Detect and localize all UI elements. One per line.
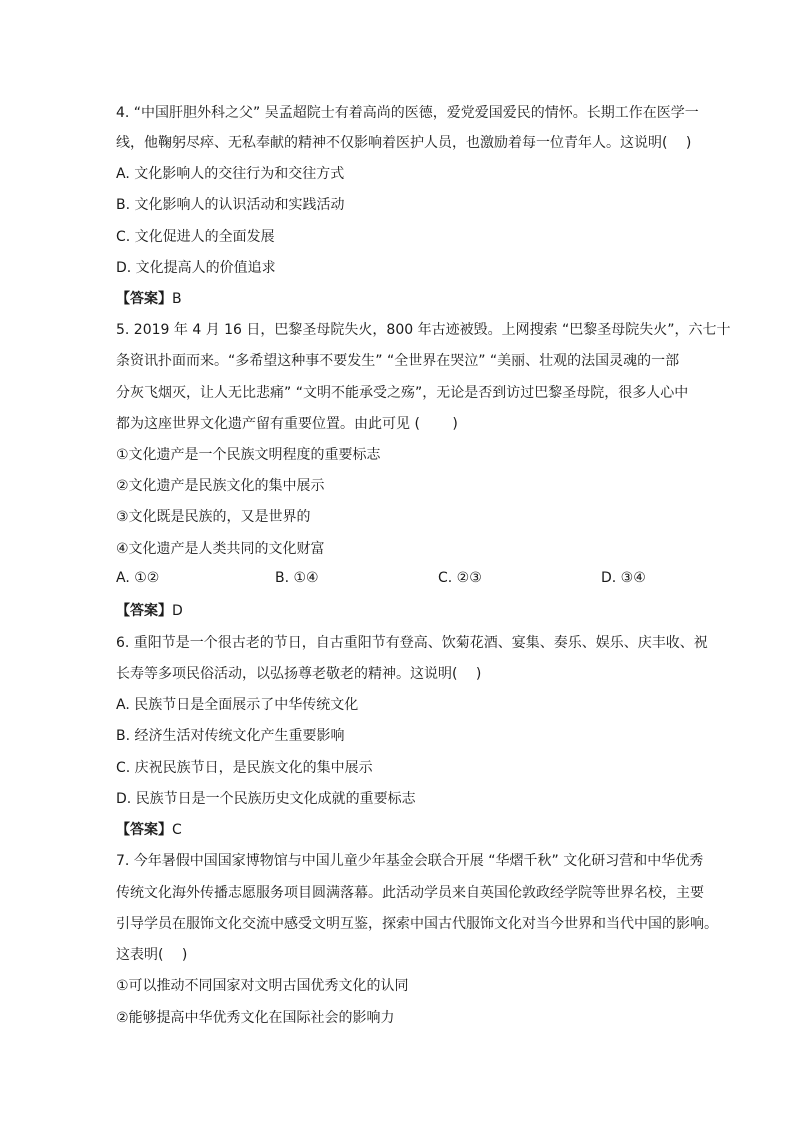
q5-stem-line-2: 条资讯扑面而来。“多希望这种事不要发生” “全世界在哭泣” “美丽、壮观的法国灵魂的一部 [116, 353, 680, 369]
q5-stem-line-3: 分灰飞烟灭，让人无比悲痛” “文明不能承受之殇”，无论是否到访过巴黎圣母院，很多人心中 [116, 385, 689, 401]
q6-option-b: B. 经济生活对传统文化产生重要影响 [116, 728, 345, 744]
q5-choice-c: C. ②③ [438, 570, 482, 586]
q5-statement-4: ④文化遗产是人类共同的文化财富 [116, 541, 325, 557]
q4-stem-line-2: 线，他鞠躬尽瘁、无私奉献的精神不仅影响着医护人员，也激励着每一位青年人。这说明( ) [116, 135, 692, 151]
q6-stem-line-1: 6. 重阳节是一个很古老的节日，自古重阳节有登高、饮菊花酒、宴集、奏乐、娱乐、庆丰收、祝 [116, 635, 708, 651]
q6-option-c: C. 庆祝民族节日，是民族文化的集中展示 [116, 760, 373, 776]
q5-choice-a: A. ①② [116, 570, 160, 586]
q6-option-a: A. 民族节日是全面展示了中华传统文化 [116, 697, 359, 713]
q5-choices [116, 570, 686, 588]
q4-option-b: B. 文化影响人的认识活动和实践活动 [116, 197, 345, 213]
q5-answer-value: D [172, 603, 183, 619]
q5-stem-line-1: 5. 2019 年 4 月 16 日，巴黎圣母院失火，800 年古迹被毁。上网搜索 “巴黎圣母院失火”，六七十 [116, 322, 731, 338]
q5-choice-d: D. ③④ [601, 570, 646, 586]
q4-answer [116, 290, 182, 308]
q4-option-c: C. 文化促进人的全面发展 [116, 229, 275, 245]
q6-answer-value: C [172, 822, 182, 838]
q5-statement-2: ②文化遗产是民族文化的集中展示 [116, 478, 325, 494]
q4-stem-line-1: 4. “中国肝胆外科之父” 吴孟超院士有着高尚的医德，爱党爱国爱民的情怀。长期工作在医学一 [116, 105, 699, 121]
q7-stem-line-1: 7. 今年暑假中国国家博物馆与中国儿童少年基金会联合开展 “华熠千秋” 文化研习营和中华优秀 [116, 853, 704, 869]
q6-answer-tag: 【答案】 [116, 822, 172, 838]
q5-answer [116, 602, 183, 620]
q7-stem-line-4: 这表明( ) [116, 947, 188, 963]
q7-statement-1: ①可以推动不同国家对文明古国优秀文化的认同 [116, 978, 409, 994]
q7-statement-2: ②能够提高中华优秀文化在国际社会的影响力 [116, 1010, 395, 1026]
q5-stem-line-4: 都为这座世界文化遗产留有重要位置。由此可见 ( ) [116, 416, 458, 432]
q4-answer-value: B [172, 291, 182, 307]
q5-statement-3: ③文化既是民族的，又是世界的 [116, 509, 311, 525]
q5-statement-1: ①文化遗产是一个民族文明程度的重要标志 [116, 447, 381, 463]
q6-option-d: D. 民族节日是一个民族历史文化成就的重要标志 [116, 791, 416, 807]
q5-choice-b: B. ①④ [275, 570, 319, 586]
q4-option-d: D. 文化提高人的价值追求 [116, 260, 276, 276]
q7-stem-line-3: 引导学员在服饰文化交流中感受文明互鉴，探索中国古代服饰文化对当今世界和当代中国的影响。 [116, 916, 718, 932]
q6-stem-line-2: 长寿等多项民俗活动，以弘扬尊老敬老的精神。这说明( ) [116, 666, 482, 682]
q4-answer-tag: 【答案】 [116, 291, 172, 307]
q6-answer [116, 821, 182, 839]
q4-option-a: A. 文化影响人的交往行为和交往方式 [116, 166, 345, 182]
q5-answer-tag: 【答案】 [116, 603, 172, 619]
q7-stem-line-2: 传统文化海外传播志愿服务项目圆满落幕。此活动学员来自英国伦敦政经学院等世界名校，主要 [116, 885, 704, 901]
